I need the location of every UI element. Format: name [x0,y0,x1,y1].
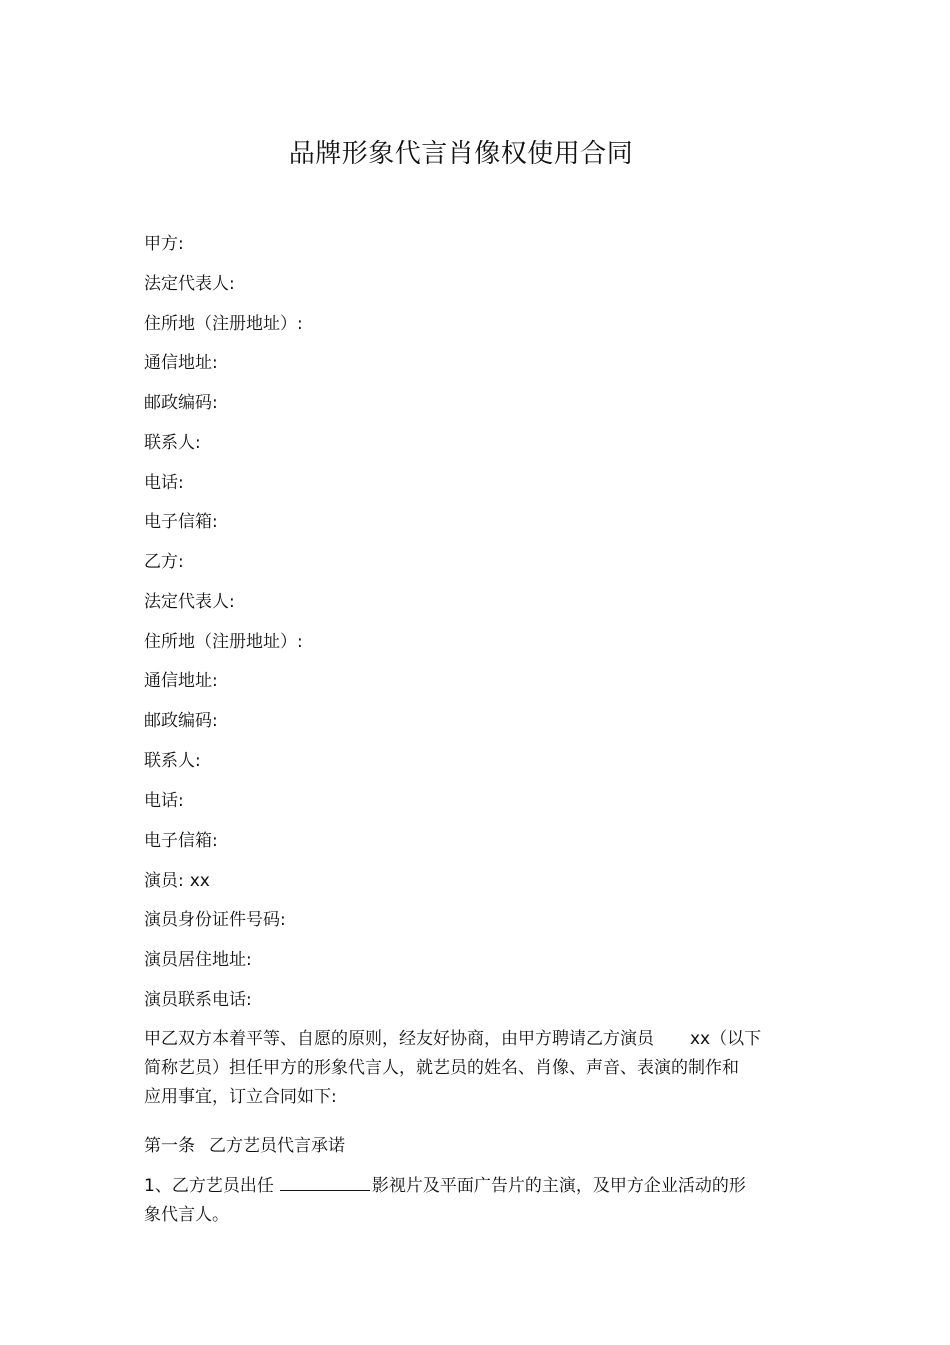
party-a-mailing-address: 通信地址: [144,353,218,373]
party-a-legal-rep: 法定代表人: [144,274,235,294]
party-b-postal-code: 邮政编码: [144,711,218,731]
performer-phone: 演员联系电话: [144,990,252,1010]
article-1-item-1-line-1 [144,1172,804,1201]
article-1-item-1 [144,1172,804,1230]
party-b-phone: 电话: [144,791,184,811]
party-a-domicile: 住所地（注册地址）: [144,314,303,334]
party-b-domicile: 住所地（注册地址）: [144,632,303,652]
article-1-heading-text: 乙方艺员代言承诺 [209,1136,345,1156]
fill-in-blank[interactable] [280,1174,370,1191]
performer-line [144,870,210,892]
preamble-line-1 [144,1025,804,1054]
party-a-contact: 联系人: [144,433,201,453]
performer-id-number: 演员身份证件号码: [144,910,286,930]
party-b-legal-rep: 法定代表人: [144,592,235,612]
party-b-label: 乙方: [144,552,184,572]
party-a-label: 甲方: [144,234,184,254]
article-1-item-1-text-cont: 影视片及平面广告片的主演，及甲方企业活动的形 [371,1176,746,1196]
preamble-line-2: 简称艺员）担任甲方的形象代言人，就艺员的姓名、肖像、声音、表演的制作和 [144,1058,739,1078]
party-b-mailing-address: 通信地址: [144,671,218,691]
performer-label: 演员: [144,871,184,891]
article-1-item-1-text: 1、乙方艺员出任 [144,1176,274,1196]
party-a-phone: 电话: [144,473,184,493]
performer-name: xx [189,871,210,891]
performer-address: 演员居住地址: [144,950,252,970]
party-b-contact: 联系人: [144,751,201,771]
preamble-paragraph [144,1025,804,1112]
party-b-email: 电子信箱: [144,831,218,851]
preamble-line-3: 应用事宜，订立合同如下: [144,1087,337,1107]
party-a-postal-code: 邮政编码: [144,393,218,413]
article-1-heading [144,1135,345,1157]
preamble-line-1-text: 甲乙双方本着平等、自愿的原则，经友好协商，由甲方聘请乙方演员 [144,1029,654,1049]
article-1-number: 第一条 [144,1136,195,1156]
document-title: 品牌形象代言肖像权使用合同 [288,139,634,169]
preamble-line-1-tail: xx（以下 [690,1029,762,1049]
party-a-email: 电子信箱: [144,512,218,532]
article-1-item-1-line-2: 象代言人。 [144,1205,229,1225]
